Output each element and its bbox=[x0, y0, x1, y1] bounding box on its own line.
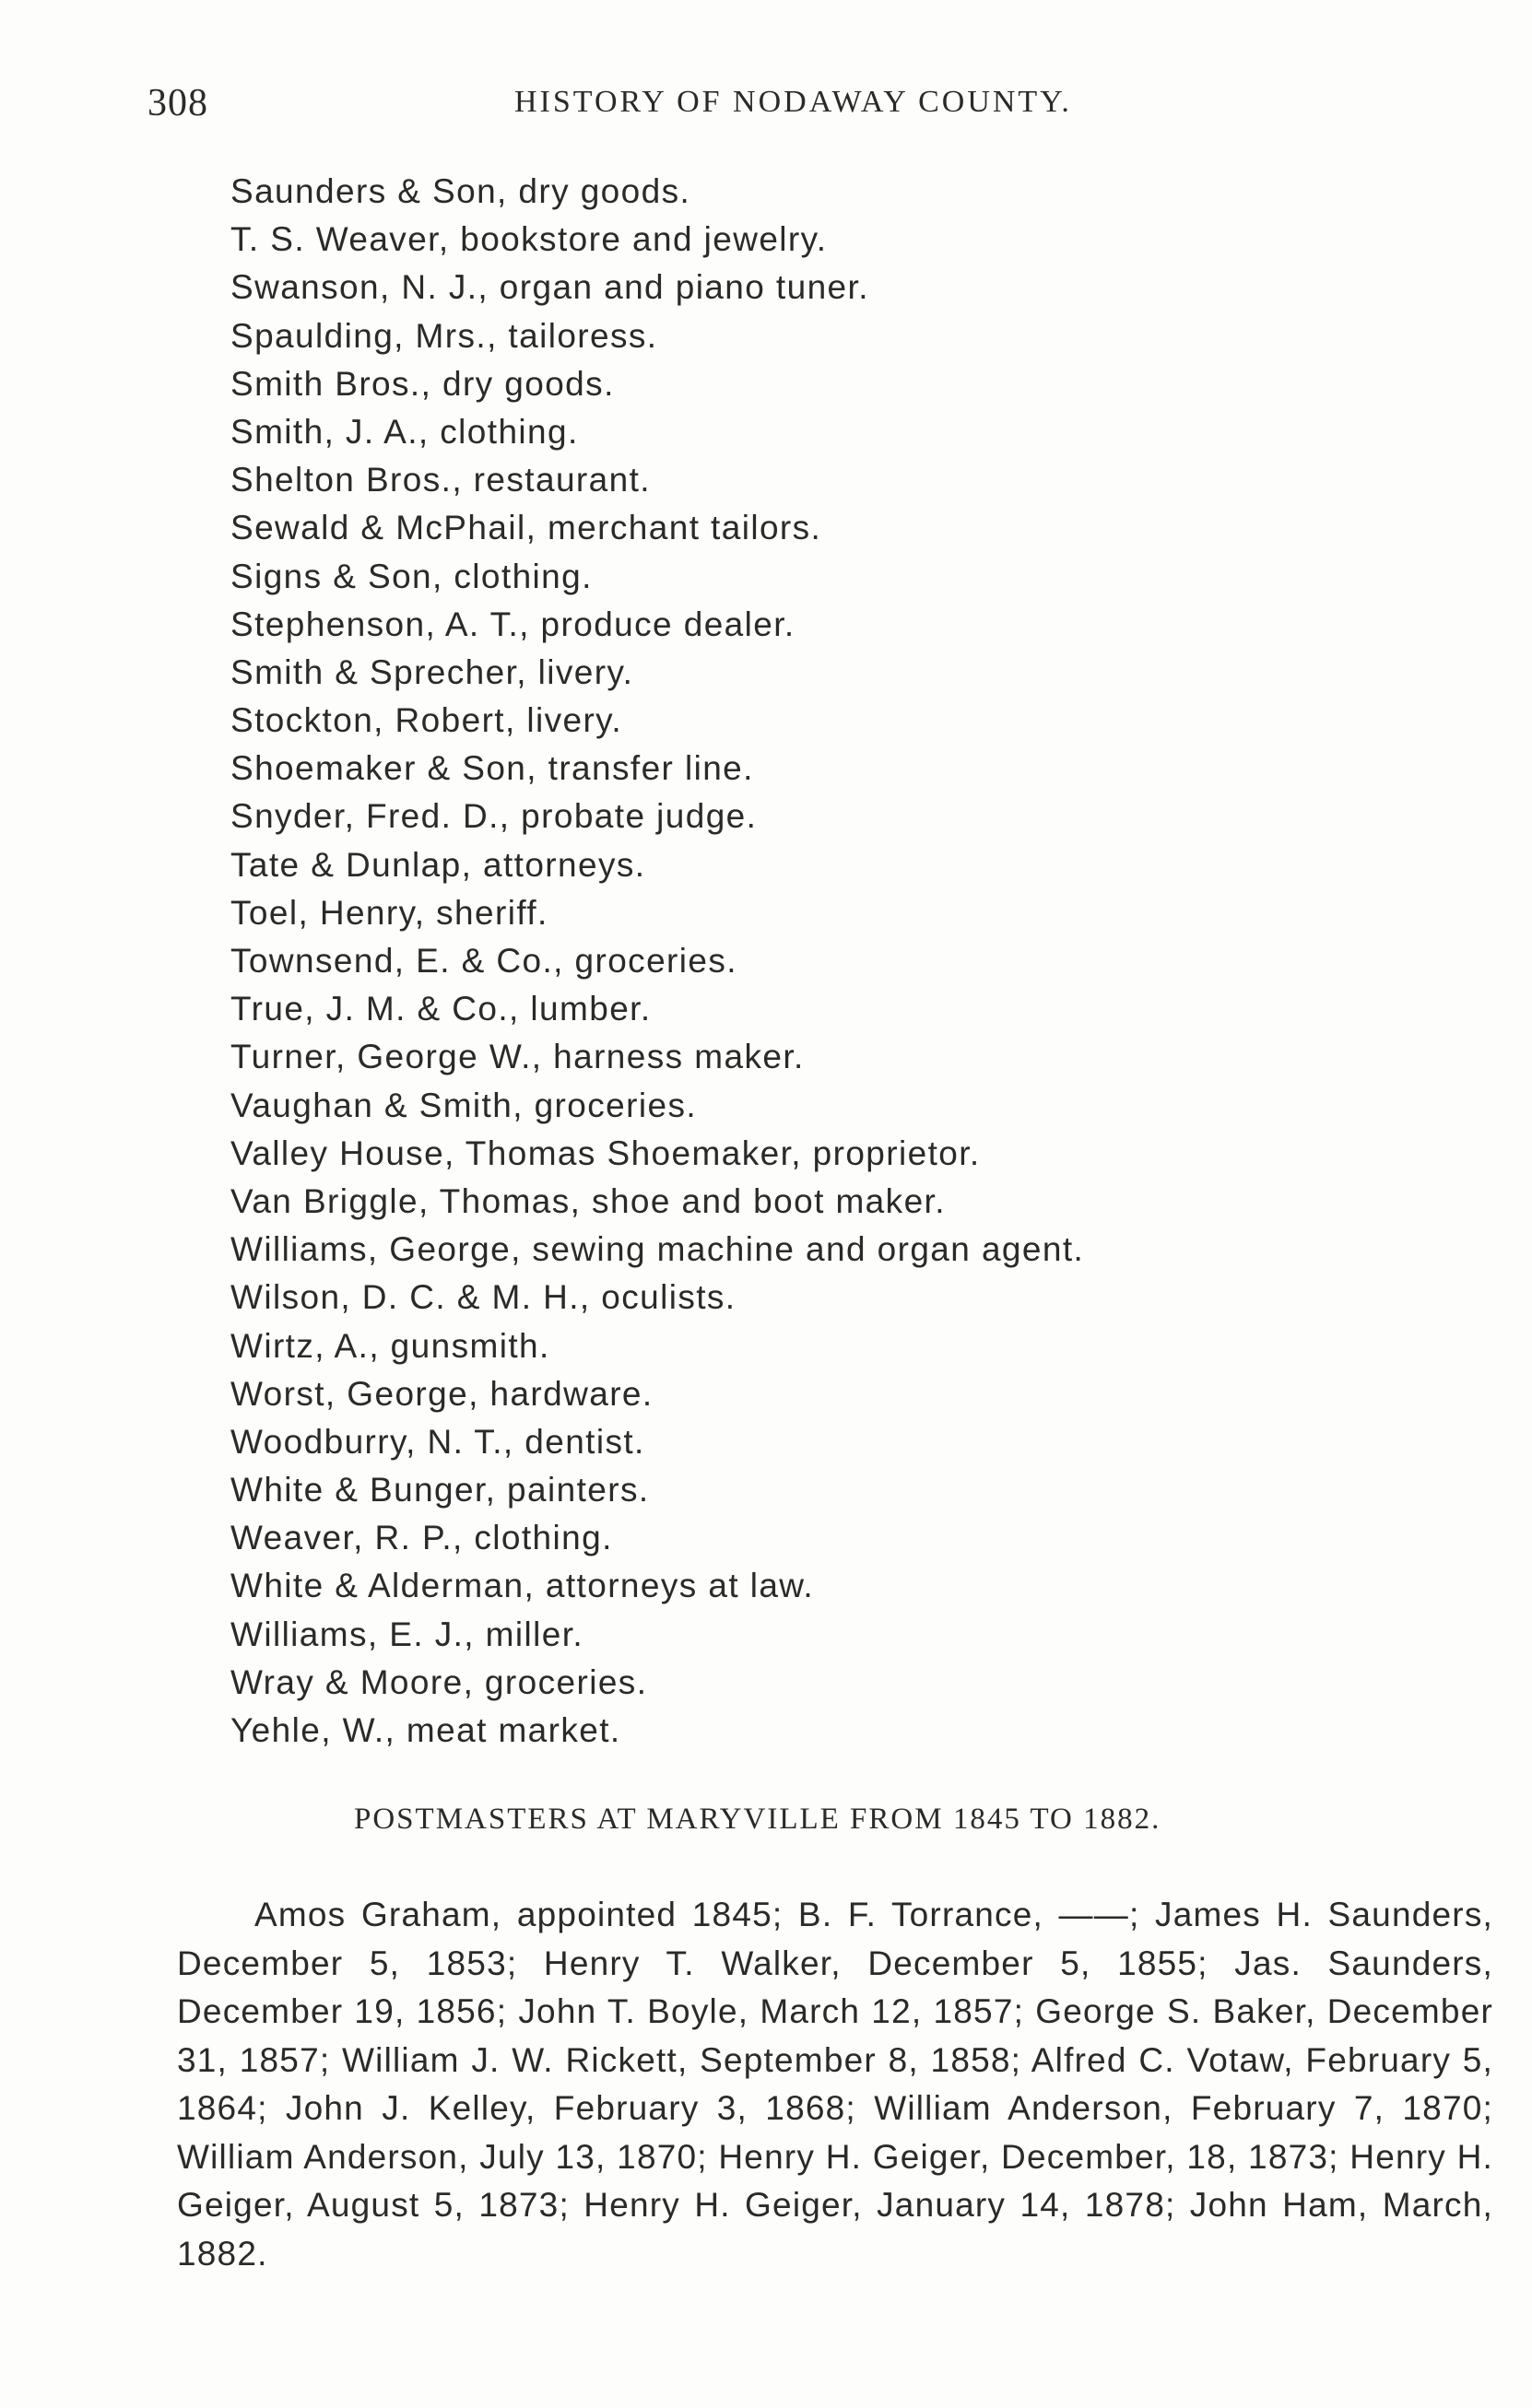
list-item: Williams, E. J., miller. bbox=[230, 1615, 584, 1653]
page-number: 308 bbox=[147, 82, 208, 124]
list-item: Yehle, W., meat market. bbox=[230, 1711, 621, 1749]
postmasters-paragraph: Amos Graham, appointed 1845; B. F. Torrance, ——; James H. Saunders, December 5, 1853; Henry T. Walker, December 5, 1855; Jas. Saunders, December 19, 1856; John T. Boyle, March 12, 1857; George S. Baker, December 31, 1857; William J. W. Rickett, September 8, 1858; Alfred C. Votaw, February 5, 1864; John J. Kelley, February 3, 1868; William Anderson, February 7, 1870; William Anderson, July 13, 1870; Henry H. Geiger, December, 18, 1873; Henry H. Geiger, August 5, 1873; Henry H. Geiger, January 14, 1878; John Ham, March, 1882. bbox=[177, 1896, 1493, 2273]
business-directory-list bbox=[230, 168, 1084, 1755]
list-item: T. S. Weaver, bookstore and jewelry. bbox=[230, 220, 828, 259]
list-item: Saunders & Son, dry goods. bbox=[230, 172, 691, 210]
list-item: Snyder, Fred. D., probate judge. bbox=[230, 797, 758, 836]
list-item: Van Briggle, Thomas, shoe and boot maker. bbox=[230, 1181, 946, 1220]
list-item: Stockton, Robert, livery. bbox=[230, 701, 623, 740]
list-item: Toel, Henry, sheriff. bbox=[230, 893, 548, 932]
list-item: Turner, George W., harness maker. bbox=[230, 1038, 805, 1076]
running-title: HISTORY OF NODAWAY COUNTY. bbox=[514, 85, 1072, 119]
list-item: Shoemaker & Son, transfer line. bbox=[230, 749, 754, 788]
list-item: Sewald & McPhail, merchant tailors. bbox=[230, 509, 822, 547]
list-item: Smith Bros., dry goods. bbox=[230, 364, 615, 403]
list-item: Townsend, E. & Co., groceries. bbox=[230, 942, 737, 980]
list-item: Woodburry, N. T., dentist. bbox=[230, 1422, 645, 1461]
list-item: True, J. M. & Co., lumber. bbox=[230, 990, 652, 1028]
list-item: Spaulding, Mrs., tailoress. bbox=[230, 316, 658, 355]
list-item: Valley House, Thomas Shoemaker, proprietor. bbox=[230, 1134, 981, 1172]
list-item: Tate & Dunlap, attorneys. bbox=[230, 845, 646, 884]
list-item: Shelton Bros., restaurant. bbox=[230, 461, 651, 499]
list-item: White & Bunger, painters. bbox=[230, 1471, 650, 1509]
list-item: Smith, J. A., clothing. bbox=[230, 412, 579, 451]
list-item: Swanson, N. J., organ and piano tuner. bbox=[230, 268, 869, 307]
list-item: Wilson, D. C. & M. H., oculists. bbox=[230, 1278, 737, 1317]
list-item: White & Alderman, attorneys at law. bbox=[230, 1567, 815, 1605]
list-item: Weaver, R. P., clothing. bbox=[230, 1519, 613, 1557]
list-item: Signs & Son, clothing. bbox=[230, 557, 593, 595]
list-item: Wirtz, A., gunsmith. bbox=[230, 1326, 550, 1365]
list-item: Williams, George, sewing machine and organ agent. bbox=[230, 1230, 1085, 1269]
list-item: Stephenson, A. T., produce dealer. bbox=[230, 605, 795, 643]
list-item: Smith & Sprecher, livery. bbox=[230, 652, 634, 691]
list-item: Worst, George, hardware. bbox=[230, 1374, 654, 1413]
list-item: Vaughan & Smith, groceries. bbox=[230, 1086, 698, 1124]
postmasters-heading: POSTMASTERS AT MARYVILLE FROM 1845 TO 1882. bbox=[354, 1803, 1161, 1836]
list-item: Wray & Moore, groceries. bbox=[230, 1662, 648, 1701]
